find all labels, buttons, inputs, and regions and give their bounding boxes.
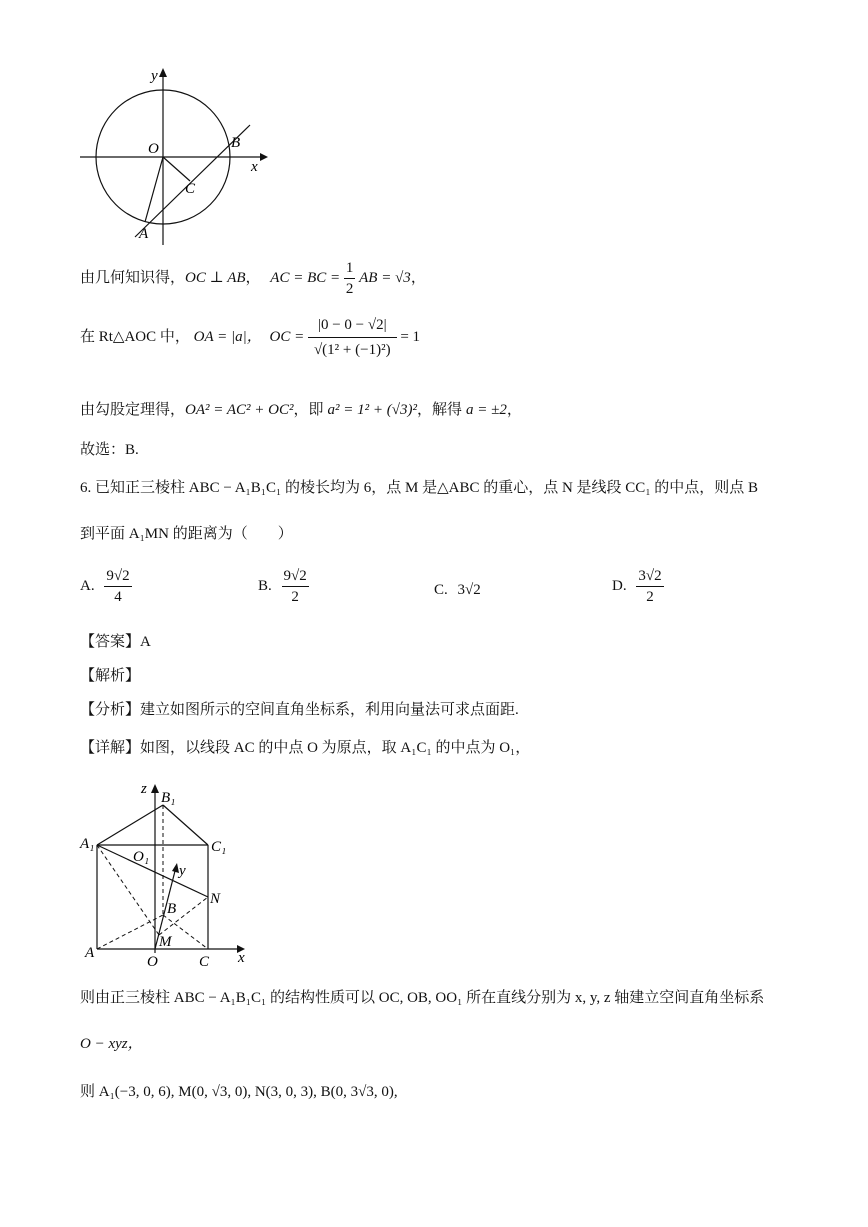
y-arrow — [172, 863, 179, 873]
label-b1: B₁ — [161, 790, 176, 806]
formula: OC = — [269, 328, 305, 345]
choice-line: 故选：B. — [80, 442, 139, 458]
fenxi: 【分析】建立如图所示的空间直角坐标系，利用向量法可求点面距. — [80, 702, 519, 718]
line-geometry — [80, 258, 426, 297]
label-x: x — [251, 159, 258, 175]
label-z: z — [141, 781, 147, 797]
formula: OA = |a|， — [193, 328, 262, 345]
label-y: y — [151, 68, 158, 84]
paragraph-coordinate-system: 则由正三棱柱 ABC − A₁B₁C₁ 的结构性质可以 OC, OB, OO₁ 所在直线分别为 x, y, z 轴建立空间直角坐标系 — [80, 990, 765, 1006]
formula: = 1 — [400, 328, 421, 345]
text: 由勾股定理得， — [80, 402, 186, 418]
fraction-distance: $\frac{|0 - 0 - √2|}{\text{√(1² + (−1)²)}}$ — [308, 313, 397, 362]
text: ，即 — [293, 402, 324, 418]
fraction-half: $\frac{1}{2}$ — [345, 260, 354, 297]
label-a: A — [85, 945, 95, 961]
option-d: D. $\frac{3√2}{2}$ — [612, 568, 662, 605]
line-pythagoras — [80, 400, 522, 420]
xiangjie: 【详解】如图，以线段 AC 的中点 O 为原点，取 A₁C₁ 的中点为 O₁， — [80, 740, 531, 756]
text: 由几何知识得， — [80, 269, 186, 286]
y-arrow — [159, 68, 167, 77]
formula: a = ±2 — [465, 402, 507, 418]
z-arrow — [151, 784, 159, 793]
circle-figure — [75, 60, 275, 250]
formula: OA² = AC² + OC² — [185, 402, 294, 418]
option-a: A. $\frac{9√2}{4}$ — [80, 568, 130, 605]
formula: OC ⊥ AB — [185, 269, 246, 286]
label-a: A — [139, 226, 149, 242]
prism-figure — [75, 775, 260, 970]
analysis-heading: 【解析】 — [80, 668, 141, 684]
label-o1: O₁ — [133, 849, 150, 865]
formula: AC = BC = — [270, 269, 341, 286]
answer: 【答案】A — [80, 634, 151, 650]
x-arrow — [260, 153, 268, 161]
label-o: O — [148, 141, 159, 157]
text: ，解得 — [416, 402, 462, 418]
text: ， — [506, 402, 522, 418]
formula: a² = 1² + (√3)² — [327, 402, 417, 418]
paragraph-o-xyz: O − xyz， — [80, 1036, 143, 1052]
label-b: B — [167, 901, 177, 917]
label-m: M — [159, 934, 172, 950]
text: ， — [245, 269, 261, 286]
text: 在 Rt△AOC 中， — [80, 328, 190, 345]
paragraph-coordinates: 则 A₁(−3, 0, 6), M(0, √3, 0), N(3, 0, 3), B(0, 3√3, 0), — [80, 1084, 398, 1100]
option-b: B. $\frac{9√2}{2}$ — [258, 568, 307, 605]
label-c: C — [185, 181, 196, 197]
label-a1: A₁ — [80, 836, 95, 852]
label-o: O — [147, 954, 158, 970]
line-rt-aoc — [80, 313, 420, 362]
question-6-line1: 6. 已知正三棱柱 ABC − A₁B₁C₁ 的棱长均为 6，点 M 是△ABC 的重心，点 N 是线段 CC₁ 的中点，则点 B — [80, 480, 759, 496]
label-n: N — [210, 891, 221, 907]
formula: AB = √3 — [359, 269, 411, 286]
label-c1: C₁ — [211, 839, 227, 855]
label-b: B — [231, 135, 241, 151]
label-y: y — [179, 863, 186, 879]
segment-oc — [163, 157, 190, 181]
question-6-line2: 到平面 A₁MN 的距离为（ ） — [80, 526, 293, 542]
option-c: C. 3√2 — [434, 582, 481, 598]
text: ， — [410, 269, 426, 286]
label-c: C — [199, 954, 210, 970]
label-x: x — [238, 950, 245, 966]
